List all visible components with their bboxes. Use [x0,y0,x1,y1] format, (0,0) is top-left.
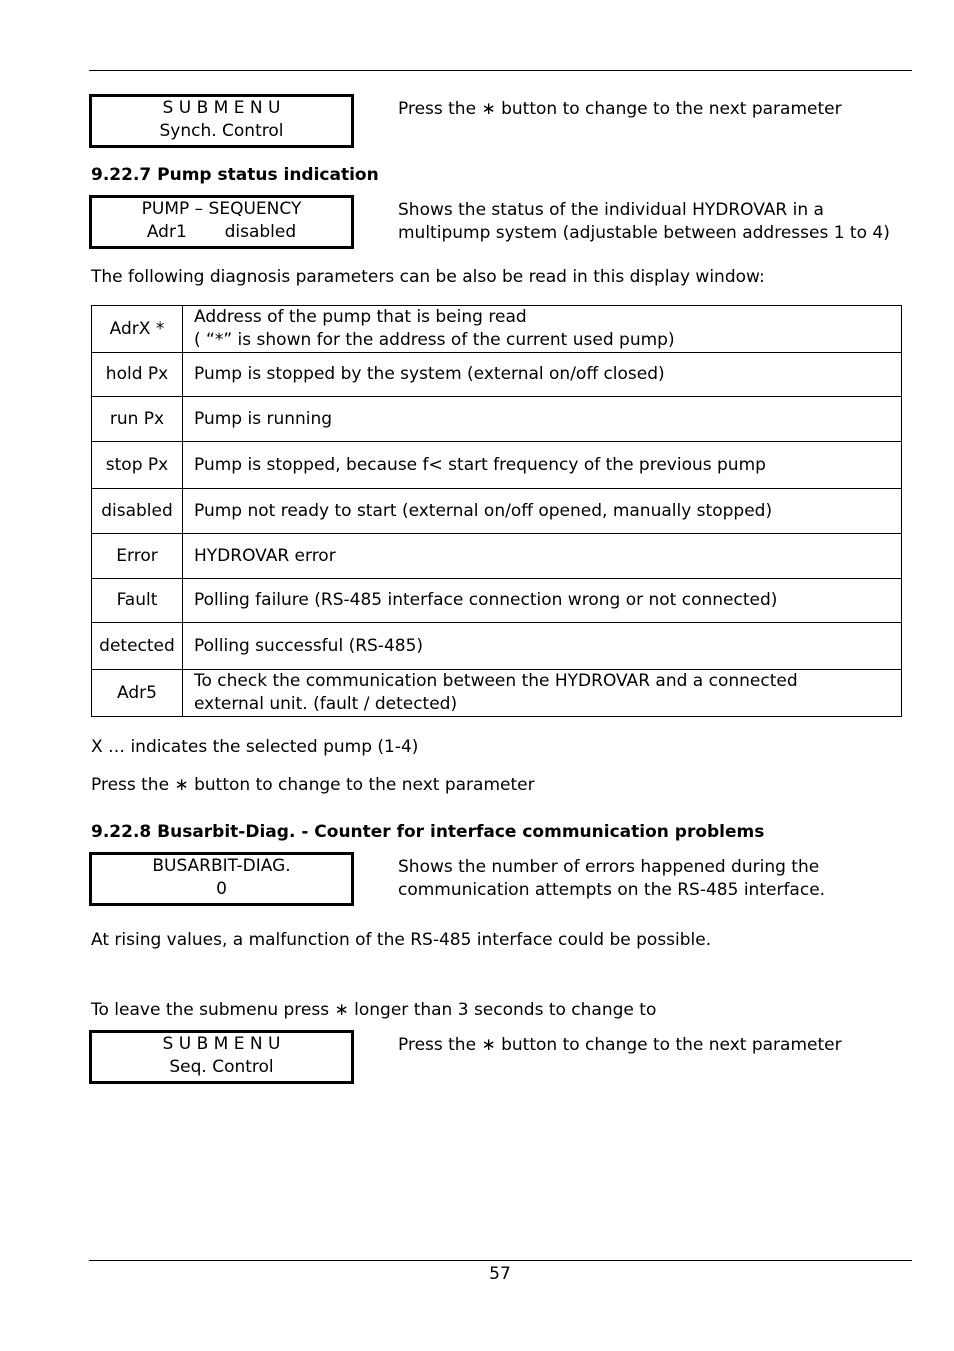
page-number: 57 [489,1264,511,1284]
diag-desc-line: Pump is stopped by the system (external on/off closed) [194,364,665,384]
display-line-2: 0 [216,879,227,899]
section-heading-pump-status: 9.22.7 Pump status indication [91,165,379,185]
diag-key: Fault [92,579,183,623]
bottom-rule [89,1260,912,1261]
diag-desc-line: ( “*” is shown for the address of the current used pump) [194,330,675,350]
busarbit-desc-line-2: communication attempts on the RS-485 interface. [398,880,826,900]
table-row [92,534,902,579]
diag-desc [183,306,902,353]
diag-key: Adr5 [92,670,183,717]
diag-desc [183,489,902,534]
diag-desc-line: Address of the pump that is being read [194,307,527,327]
diag-desc-line: Pump is running [194,408,333,429]
display-line-1: BUSARBIT-DIAG. [152,856,291,876]
leave-note: To leave the submenu press ∗ longer than 3 seconds to change to [91,1000,657,1020]
diag-desc-line: Polling successful (RS-485) [194,635,424,656]
table-row [92,623,902,670]
pump-seq-desc-line-1: Shows the status of the individual HYDROVAR in a [398,200,824,220]
display-line-2: Adr1 disabled [146,222,297,242]
diag-key: detected [92,623,183,670]
display-submenu-seq [89,1030,354,1084]
press-note: Press the ∗ button to change to the next parameter [91,775,535,795]
display-line-1: S U B M E N U [162,98,281,118]
diag-desc-line: Pump not ready to start (external on/off opened, manually stopped) [194,500,773,521]
diag-desc-line: HYDROVAR error [194,545,336,566]
diag-desc [183,397,902,442]
submenu1-note: Press the ∗ button to change to the next parameter [398,99,842,119]
diag-intro: The following diagnosis parameters can be also be read in this display window: [91,267,765,287]
diag-desc-line: Pump is stopped, because f< start frequency of the previous pump [194,454,766,475]
table-row [92,442,902,489]
pump-seq-desc-line-2: multipump system (adjustable between addresses 1 to 4) [398,223,890,243]
section-heading-busarbit: 9.22.8 Busarbit-Diag. - Counter for interface communication problems [91,822,765,842]
diag-key: stop Px [92,442,183,489]
table-row [92,353,902,397]
diag-key: disabled [92,489,183,534]
display-line-2: Synch. Control [159,121,284,141]
diag-key: Error [92,534,183,579]
x-note: X … indicates the selected pump (1-4) [91,737,419,757]
display-busarbit-diag [89,852,354,906]
diag-key: run Px [92,397,183,442]
table-row [92,397,902,442]
table-row [92,670,902,717]
diag-desc [183,353,902,397]
display-line-1: S U B M E N U [162,1034,281,1054]
table-row [92,306,902,353]
diag-desc-line: To check the communication between the HYDROVAR and a connected [194,671,798,691]
display-submenu-synch [89,94,354,148]
submenu2-note: Press the ∗ button to change to the next parameter [398,1035,842,1055]
diag-desc [183,442,902,489]
diag-desc-line: external unit. (fault / detected) [194,694,458,714]
diag-desc [183,670,902,717]
diag-desc-line: Polling failure (RS-485 interface connection wrong or not connected) [194,590,778,610]
table-row [92,489,902,534]
display-line-2: Seq. Control [169,1057,274,1077]
diag-desc [183,534,902,579]
diag-key: AdrX * [92,306,183,353]
display-line-1: PUMP – SEQUENCY [141,199,302,219]
table-row [92,579,902,623]
diag-desc [183,579,902,623]
top-rule [89,70,912,71]
diag-desc [183,623,902,670]
rising-note: At rising values, a malfunction of the RS-485 interface could be possible. [91,930,712,950]
display-pump-sequency [89,195,354,249]
diag-key: hold Px [92,353,183,397]
busarbit-desc-line-1: Shows the number of errors happened during the [398,857,820,877]
diagnosis-table [91,305,902,717]
